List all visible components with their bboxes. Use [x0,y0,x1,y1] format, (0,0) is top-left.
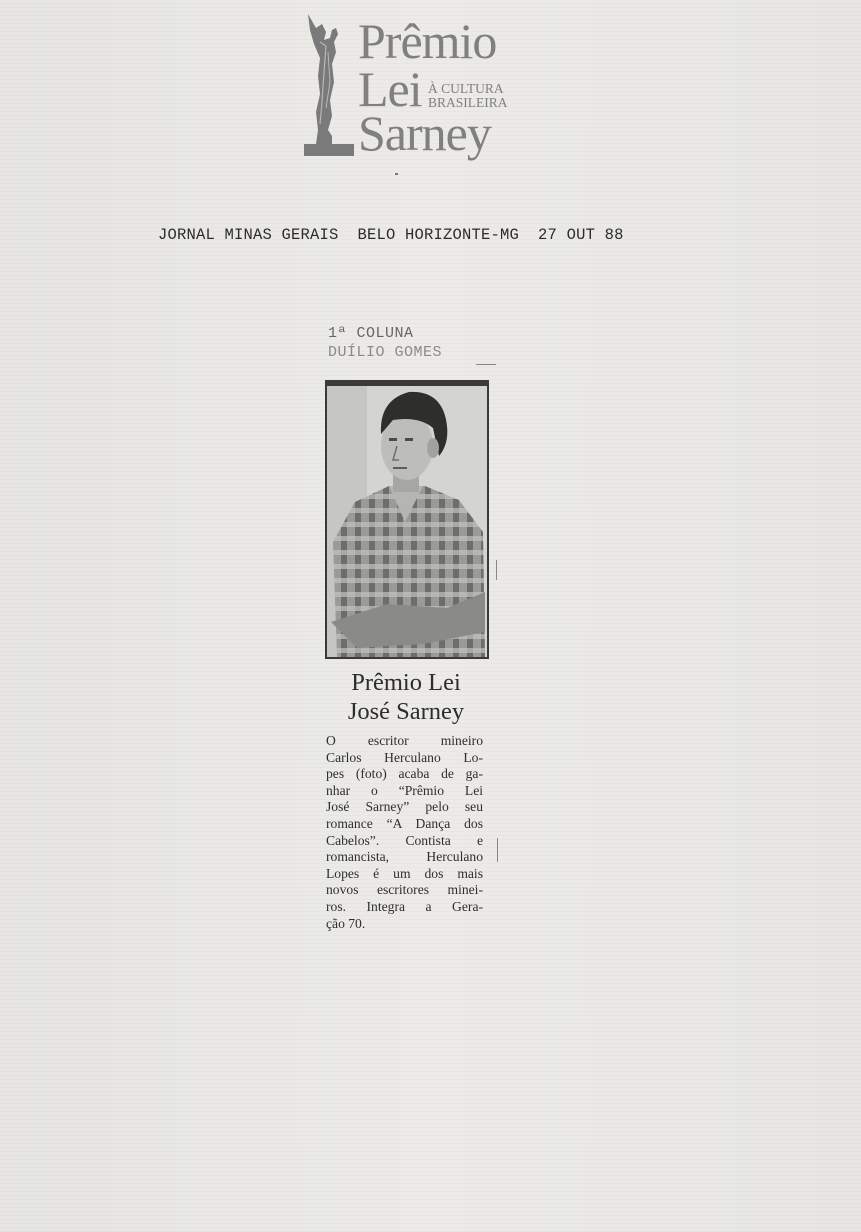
body-line: romance “A Dança dos [326,815,483,831]
body-line: José Sarney” pelo seu [326,799,483,815]
stamp-author: DUÍLIO GOMES [328,344,443,361]
clipping-body [326,733,483,932]
portrait-photo [325,380,489,659]
headline-line-1: Prêmio Lei [351,669,461,696]
premio-lei-sarney-logo [300,10,540,160]
body-line: pes (foto) acaba de ga- [326,766,483,782]
logo-sub-brasileira: BRASILEIRA [428,95,508,110]
logo-word-premio: Prêmio [358,13,497,69]
source-line: JORNAL MINAS GERAIS BELO HORIZONTE-MG 27 OUT 88 [158,226,624,244]
logo-sub-a-cultura: À CULTURA [428,81,504,96]
portrait-illustration [327,382,487,657]
statue-logo-icon [302,12,356,156]
logo-word-lei: Lei [358,61,422,117]
body-line: Carlos Herculano Lo- [326,749,483,765]
clipping-headline [320,668,492,726]
body-line: ros. Integra a Gera- [326,898,483,914]
body-line: nhar o “Prêmio Lei [326,782,483,798]
stamp-underline [476,364,496,365]
logo-word-sarney: Sarney [358,105,491,161]
body-line: novos escritores minei- [326,882,483,898]
body-line: Lopes é um dos mais [326,865,483,881]
clipping-edge-mark [497,838,498,862]
body-line: Cabelos”. Contista e [326,832,483,848]
body-line: ção 70. [326,915,366,931]
ink-speck [395,173,398,175]
body-line: romancista, Herculano [326,849,483,865]
clipping-edge-mark [496,560,497,580]
stamp-column: 1ª COLUNA [328,325,414,342]
body-line: O escritor mineiro [326,733,483,748]
headline-line-2: José Sarney [347,698,465,725]
